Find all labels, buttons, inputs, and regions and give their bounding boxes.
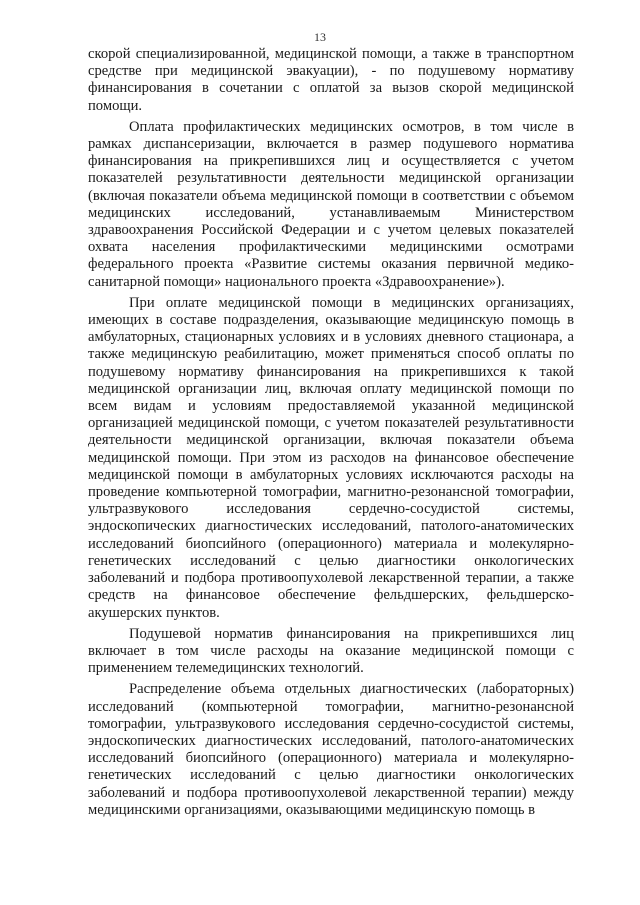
document-body [88,46,574,823]
page-number: 13 [314,30,326,44]
paragraph-continuation: скорой специализированной, медицинской помощи, а также в транспортном средстве при медицинской эвакуации), - по подушевому нормативу финансирования в сочетании с оплатой за вызов скорой медицинской помощи. [88,46,574,114]
paragraph-payment-method: При оплате медицинской помощи в медицинских организациях, имеющих в составе подразделения, оказывающие медицинскую помощь в амбулаторных, стационарных условиях и в условиях дневного стационара, а также медицинскую реабилитацию, может применяться способ оплаты по подушевому нормативу финансирования на прикрепившихся к такой медицинской организации лиц, включая оплату медицинской помощи по всем видам и условиям предоставляемой указанной медицинской организацией медицинской помощи, с учетом показателей результативности деятельности медицинской организации, включая показатели объема медицинской помощи. При этом из расходов на финансовое обеспечение медицинской помощи в амбулаторных условиях исключаются расходы на проведение компьютерной томографии, магнитно-резонансной томографии, ультразвукового исследования сердечно-сосудистой системы, эндоскопических диагностических исследований, патолого-анатомических исследований биопсийного (операционного) материала и молекулярно-генетических исследований с целью диагностики онкологических заболеваний и подбора противоопухолевой лекарственной терапии, а также средств на финансовое обеспечение фельдшерских, фельдшерско-акушерских пунктов. [88,294,574,621]
paragraph-preventive-exams: Оплата профилактических медицинских осмотров, в том числе в рамках диспансеризации, включается в размер подушевого норматива финансирования на прикрепившихся лиц и осуществляется с учетом показателей результативности деятельности медицинской организации (включая показатели объема медицинской помощи в соответствии с объемом медицинских исследований, устанавливаемым Министерством здравоохранения Российской Федерации и с учетом целевых показателей охвата населения профилактическими медицинскими осмотрами федерального проекта «Развитие системы оказания первичной медико-санитарной помощи» национального проекта «Здравоохранение»). [88,118,574,290]
paragraph-diagnostics-distribution: Распределение объема отдельных диагностических (лабораторных) исследований (компьютерной томографии, магнитно-резонансной томографии, ультразвукового исследования сердечно-сосудистой системы, эндоскопических диагностических исследований, патолого-анатомических исследований биопсийного (операционного) материала и молекулярно-генетических исследований с целью диагностики онкологических заболеваний и подбора противоопухолевой лекарственной терапии) между медицинскими организациями, оказывающими медицинскую помощь в [88,681,574,818]
paragraph-telemedicine: Подушевой норматив финансирования на прикрепившихся лиц включает в том числе расходы на оказание медицинской помощи с применением телемедицинских технологий. [88,625,574,677]
